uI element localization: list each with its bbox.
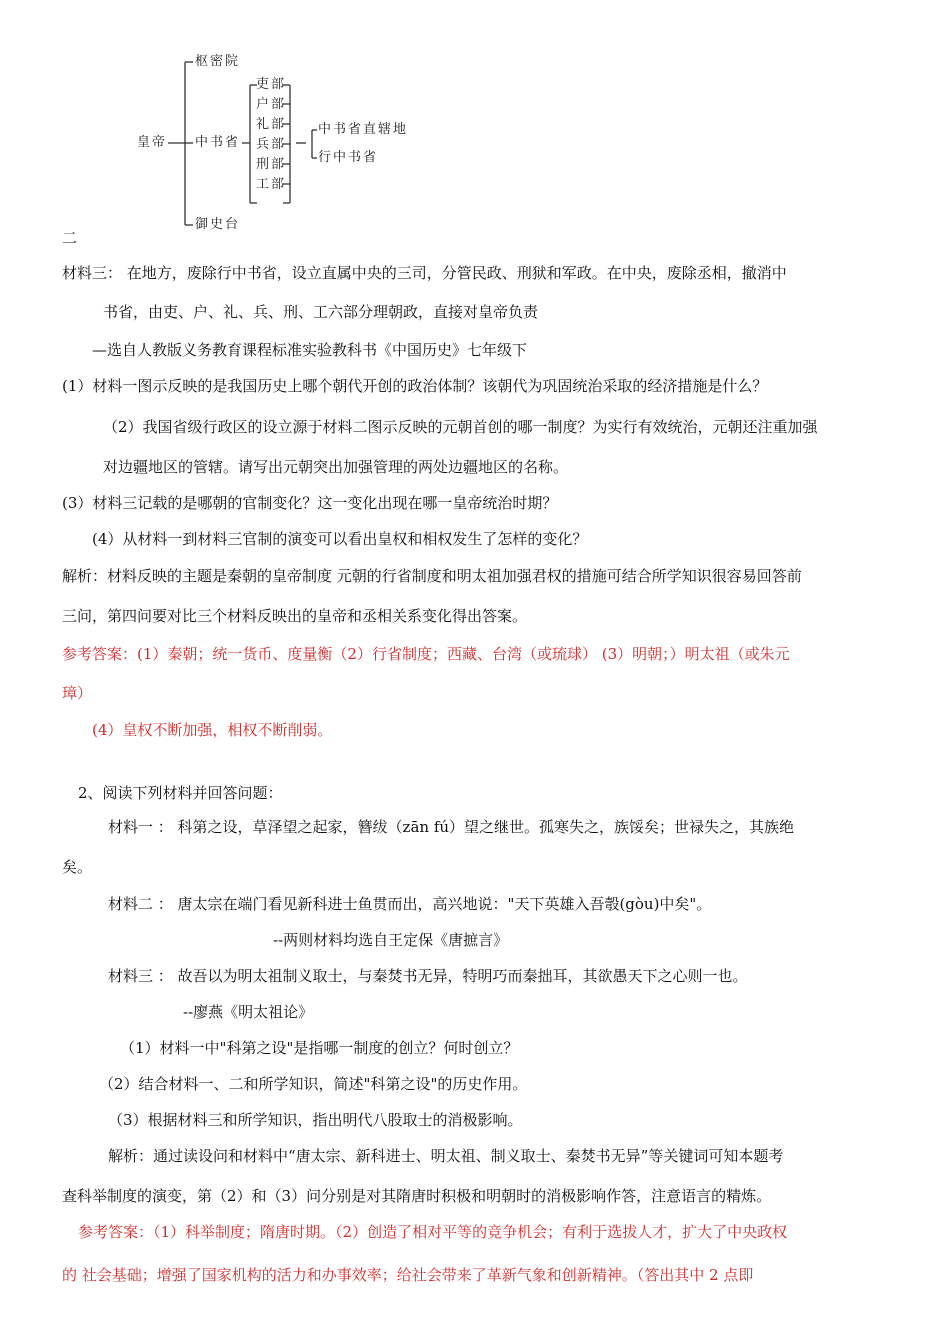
q2-analysis-line1: 解析：通过读设问和材料中“唐太宗、新科进士、明太祖、制义取士、秦焚书无异”等关键词可知本题考 [108, 1147, 784, 1165]
q2-material-two: 材料二 ： 唐太宗在端门看见新科进士鱼贯而出，高兴地说："天下英雄入吾彀(gòu)中矣"。 [108, 895, 712, 913]
q2-material-three: 材料三 ： 故吾以为明太祖制义取士，与秦焚书无异，特明巧而秦拙耳，其欲愚天下之心则一也。 [108, 967, 748, 985]
material-three-line2: 书省，由吏、户、礼、兵、刑、工六部分理朝政，直接对皇帝负责 [103, 303, 539, 321]
q2-answer-line2: 的 社会基础；增强了国家机构的活力和办事效率；给社会带来了革新气象和创新精神。（答出其中 2 点即 [62, 1266, 754, 1284]
question-2-heading: 2、阅读下列材料并回答问题： [78, 784, 283, 802]
q2-material-one-line1: 材料一 ： 科第之设，草泽望之起家，簪绂（zān fú）望之继世。孤寒失之，族馁矣；世禄失之，其族绝 [108, 818, 795, 836]
question-1: (1）材料一图示反映的是我国历史上哪个朝代开创的政治体制？该朝代为巩固统治采取的经济措施是什么？ [62, 377, 768, 395]
diagram-emperor: 皇帝 [137, 135, 168, 150]
question-2-line1: （2）我国省级行政区的设立源于材料二图示反映的元朝首创的哪一制度？为实行有效统治，元朝还注重加强 [103, 418, 818, 436]
q2-answer-line1: 参考答案：（1）科举制度；隋唐时期。（2）创造了相对平等的竞争机会；有利于选拔人才，扩大了中央政权 [78, 1223, 788, 1241]
diagram-secretariat: 中书省 [195, 135, 241, 150]
diagram-privy-council: 枢密院 [195, 54, 241, 69]
analysis-line2: 三问，第四问要对比三个材料反映出的皇帝和丞相关系变化得出答案。 [62, 607, 528, 625]
diagram-branch-secretariat: 行中书省 [318, 150, 379, 165]
question-4: (4）从材料一到材料三官制的演变可以看出皇权和相权发生了怎样的变化？ [92, 530, 588, 548]
analysis-line1: 解析：材料反映的主题是秦朝的皇帝制度 元朝的行省制度和明太祖加强君权的措施可结合所学知识很容易回答前 [62, 567, 802, 585]
yuan-government-diagram [130, 40, 430, 245]
material-three-source: —选自人教版义务教育课程标准实验教科书《中国历史》七年级下 [92, 341, 528, 359]
diagram-censorate: 御史台 [195, 217, 241, 232]
q2-question-3: （3）根据材料三和所学知识，指出明代八股取士的消极影响。 [108, 1111, 523, 1129]
section-number: 二 [62, 229, 78, 247]
q2-question-1: （1）材料一中"科第之设"是指哪一制度的创立？何时创立？ [120, 1039, 519, 1057]
q2-question-2: （2）结合材料一、二和所学知识，简述"科第之设"的历史作用。 [99, 1075, 528, 1093]
answer-line3: (4）皇权不断加强，相权不断削弱。 [92, 721, 333, 739]
question-2-line2: 对边疆地区的管辖。请写出元朝突出加强管理的两处边疆地区的名称。 [103, 458, 569, 476]
diagram-direct-region: 中书省直辖地 [318, 122, 409, 137]
answer-line1: 参考答案：(1）秦朝；统一货币、度量衡（2）行省制度；西藏、台湾（或琉球） (3）明朝；）明太祖（或朱元 [62, 645, 790, 663]
answer-line2: 璋） [62, 684, 93, 702]
q2-material-one-line2: 矣。 [62, 858, 93, 876]
q2-material-three-source: --廖燕《明太祖论》 [183, 1003, 314, 1021]
diagram-ministry-works: 工部 [256, 177, 287, 192]
diagram-ministry-personnel: 吏部 [256, 77, 287, 92]
q2-analysis-line2: 查科举制度的演变，第（2）和（3）问分别是对其隋唐时积极和明朝时的消极影响作答，注意语言的精炼。 [62, 1187, 772, 1205]
diagram-ministry-rites: 礼部 [256, 117, 287, 132]
material-three-line1: 材料三： 在地方，废除行中书省，设立直属中央的三司，分管民政、刑狱和军政。在中央，废除丞相，撤消中 [62, 264, 787, 282]
q2-materials-source: --两则材料均选自王定保《唐摭言》 [273, 931, 509, 949]
diagram-ministry-justice: 刑部 [256, 157, 287, 172]
diagram-ministry-war: 兵部 [256, 137, 287, 152]
diagram-ministry-revenue: 户部 [256, 97, 287, 112]
question-3: (3）材料三记载的是哪朝的官制变化？这一变化出现在哪一皇帝统治时期？ [62, 494, 558, 512]
